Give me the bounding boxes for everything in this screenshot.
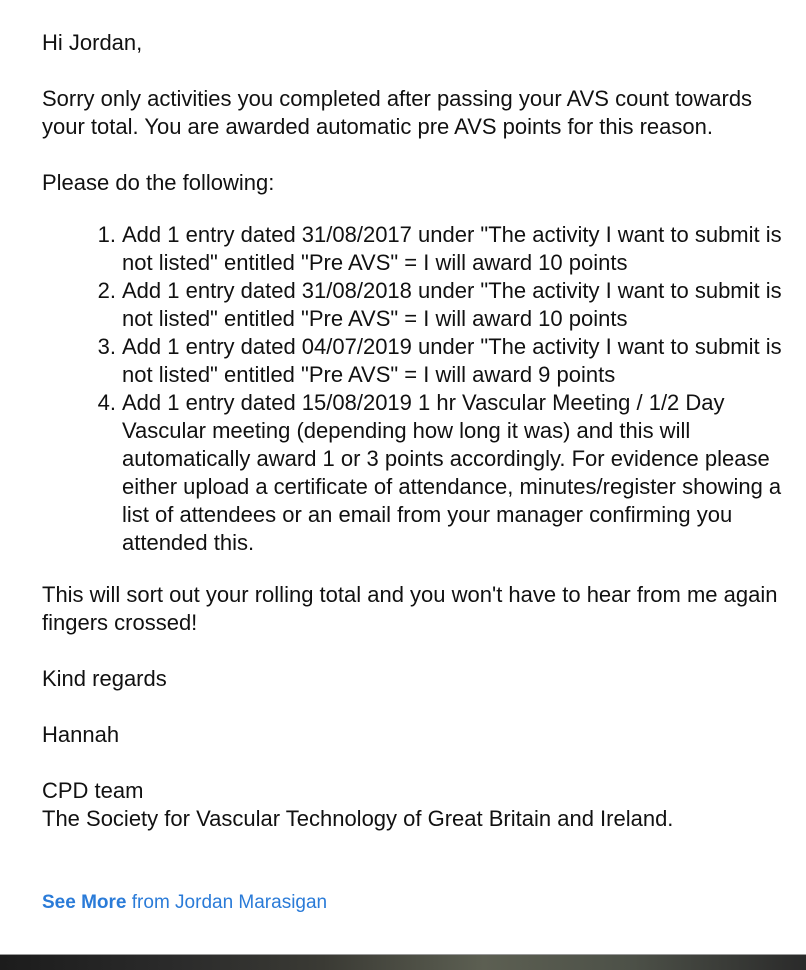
list-item-text: Add 1 entry dated 31/08/2017 under "The activity I want to submit is not listed" entitled "Pre AVS" = I will award 10 points	[122, 222, 782, 275]
sender-organization: The Society for Vascular Technology of Great Britain and Ireland.	[42, 806, 674, 831]
see-more-row	[42, 891, 327, 915]
sign-off: Kind regards	[42, 666, 167, 691]
sender-team: CPD team	[42, 778, 144, 803]
list-item-text: Add 1 entry dated 04/07/2019 under "The activity I want to submit is not listed" entitled "Pre AVS" = I will award 9 points	[122, 334, 782, 387]
list-item-number: 3.	[97, 334, 116, 359]
intro-paragraph: Sorry only activities you completed after passing your AVS count towards your total. You are awarded automatic pre AVS points for this reason.	[42, 86, 753, 139]
list-item-number: 1.	[97, 222, 116, 247]
bottom-image-strip	[0, 954, 806, 970]
list-item	[42, 333, 790, 389]
instructions-intro: Please do the following:	[42, 170, 275, 195]
list-item	[42, 221, 790, 277]
see-more-from-link[interactable]: from Jordan Marasigan	[131, 892, 328, 913]
list-item-text: Add 1 entry dated 15/08/2019 1 hr Vascular Meeting / 1/2 Day Vascular meeting (depending how long it was) and this will automatically award 1 or 3 points accordingly. For evidence please either upload a certificate of attendance, minutes/register showing a list of attendees or an email from your manager confirming you attended this.	[122, 390, 782, 555]
email-body	[42, 29, 790, 833]
list-item-number: 4.	[97, 390, 116, 415]
greeting: Hi Jordan,	[42, 30, 143, 55]
list-item-number: 2.	[97, 278, 116, 303]
closing-paragraph: This will sort out your rolling total and you won't have to hear from me again fingers crossed!	[42, 582, 778, 635]
sender-name: Hannah	[42, 722, 120, 747]
list-item	[42, 389, 790, 557]
see-more-link[interactable]: See More	[42, 892, 127, 913]
list-item	[42, 277, 790, 333]
list-item-text: Add 1 entry dated 31/08/2018 under "The activity I want to submit is not listed" entitled "Pre AVS" = I will award 10 points	[122, 278, 782, 331]
steps-list	[42, 221, 790, 557]
